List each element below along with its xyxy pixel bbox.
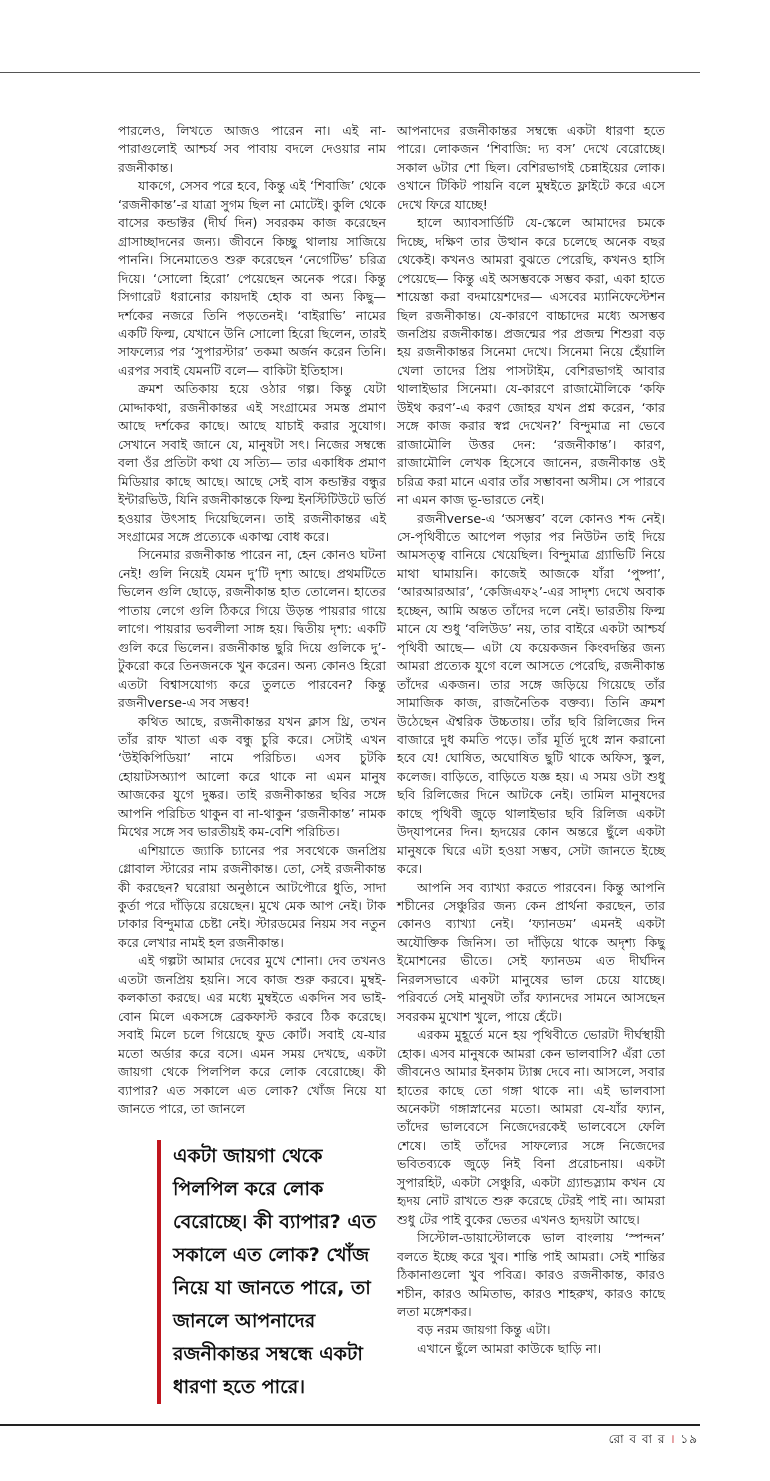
footer-separator: । <box>670 1431 676 1446</box>
bottom-rule <box>0 1424 700 1426</box>
article-column-left <box>118 122 386 1404</box>
article-column-right <box>397 122 665 1358</box>
paragraph: এশিয়াতে জ্যাকি চ্যানের পর সবথেকে জনপ্রিয় গ্লোবাল স্টারের নাম রজনীকান্ত। তো, সেই রজনীকান্ত কী করছেন? ঘরোয়া অনুষ্ঠানে আটপৌরে ধুতি, সাদা কুর্তা পরে দাঁড়িয়ে রয়েছেন। মুখে মেক আপ নেই। টাক ঢাকার বিন্দুমাত্র চেষ্টা নেই। স্টারডমের নিয়ম সব নতুন করে লেখার নামই হল রজনীকান্ত। <box>118 842 386 950</box>
page-number: ১৯ <box>680 1431 698 1446</box>
pull-quote: একটা জায়গা থেকে পিলপিল করে লোক বেরোচ্ছে। কী ব্যাপার? এত সকালে এত লোক? খোঁজ নিয়ে যা জানতে পারে, তা জানলে আপনাদের রজনীকান্তর সম্বন্ধে একটা ধারণা হতে পারে। <box>157 1140 386 1404</box>
paragraph: পারলেও, লিখতে আজও পারেন না। এই না-পারাগুলোই আশ্চর্য সব পাবায় বদলে দেওয়ার নাম রজনীকান্ত। <box>118 123 386 175</box>
paragraph: আপনি সব ব্যাখ্যা করতে পারবেন। কিন্তু আপনি শচীনের সেঞ্চুরির জন্য কেন প্রার্থনা করছেন, তার কোনও ব্যাখ্যা নেই। ‘ফ্যানডম’ এমনই একটা অযৌক্তিক জিনিস। তা দাঁড়িয়ে থাকে অদৃশ্য কিছু ইমোশনের ভীতে। সেই ফ্যানডম এত দীর্ঘদিন নিরলসভাবে একটা মানুষের ভাল চেয়ে যাচ্ছে। পরিবর্তে সেই মানুষটা তাঁর ফ্যানদের সামনে আসছেন সবরকম মুখোশ খুলে, পায়ে হেঁটে। <box>397 879 665 1024</box>
paragraph: সিনেমার রজনীকান্ত পারেন না, হেন কোনও ঘটনা নেই! গুলি নিয়েই যেমন দু’টি দৃশ্য আছে। প্রথমটিতে ভিলেন গুলি ছোড়ে, রজনীকান্ত হাত তোলেন। হাতের পাতায় লেগে গুলি ঠিকরে গিয়ে উড়ন্ত পায়রার গায়ে লাগে। পায়রার ভবলীলা সাঙ্গ হয়। দ্বিতীয় দৃশ্য: একটি গুলি করে ভিলেন। রজনীকান্ত ছুরি দিয়ে গুলিকে দু’-টুকরো করে তিনজনকে খুন করেন। অন্য কোনও হিরো এতটা বিশ্বাসযোগ্য করে তুলতে পারবেন? কিন্তু রজনীverse-এ সব সম্ভব! <box>118 547 386 711</box>
paragraph: ক্রমশ অতিকায় হয়ে ওঠার গল্প। কিন্তু যেটা মোদ্দাকথা, রজনীকান্তর এই সংগ্রামের সমস্ত প্রমাণ আছে দর্শকের কাছে। আছে যাচাই করার সুযোগ। সেখানে সবাই জানে যে, মানুষটা সৎ। নিজের সম্বন্ধে বলা ওঁর প্রতিটা কথা যে সত্যি— তার একাধিক প্রমাণ মিডিয়ার কাছে আছে। আছে সেই বাস কন্ডাক্টর বন্ধুর ইন্টারভিউ, যিনি রজনীকান্তকে ফিল্ম ইনস্টিটিউটে ভর্তি হওয়ার উৎসাহ দিয়েছিলেন। তাই রজনীকান্তর এই সংগ্রামের সঙ্গে প্রত্যেকে একাত্ম বোধ করে। <box>118 381 386 544</box>
paragraph: হালে অ্যাবসার্ডিটি যে-স্কেলে আমাদের চমকে দিচ্ছে, দক্ষিণ তার উত্থান করে চলেছে অনেক বছর থেকেই। কখনও আমরা বুঝতে পেরেছি, কখনও হাসি পেয়েছে— কিন্তু এই অসম্ভবকে সম্ভব করা, একা হাতে শায়েস্তা করা বদমায়েশদের— এসবের ম্যানিফেস্টেশন ছিল রজনীকান্ত। যে-কারণে বাচ্চাদের মধ্যে অসম্ভব জনপ্রিয় রজনীকান্ত। প্রজন্মের পর প্রজন্ম শিশুরা বড় হয় রজনীকান্তর সিনেমা দেখে। সিনেমা নিয়ে হেঁয়ালি খেলা তাদের প্রিয় পাসটাইম, বেশিরভাগই আবার থালাইভার সিনেমা। যে-কারণে রাজামৌলিকে ‘কফি উইথ করণ’-এ করণ জোহর যখন প্রশ্ন করেন, ‘কার সঙ্গে কাজ করার স্বপ্ন দেখেন?’ বিন্দুমাত্র না ভেবে রাজামৌলি উত্তর দেন: ‘রজনীকান্ত’। কারণ, রাজামৌলি লেখক হিসেবে জানেন, রজনীকান্ত ওই চরিত্র করা মানে এবার তাঁর সম্ভাবনা অসীম। সে পারবে না এমন কাজ ভূ-ভারতে নেই। <box>397 215 665 508</box>
article-body <box>0 122 770 1404</box>
paragraph: সিস্টোল-ডায়াস্টোলকে ভাল বাংলায় ‘স্পন্দন’ বলতে ইচ্ছে করে খুব। শান্তি পাই আমরা। সেই শান্তির ঠিকানাগুলো খুব পবিত্র। কারও রজনীকান্ত, কারও শচীন, কারও অমিতাভ, কারও শাহরুখ, কারও কাছে লতা মঙ্গেশকর। <box>397 1230 665 1319</box>
paragraph: আপনাদের রজনীকান্তর সম্বন্ধে একটা ধারণা হতে পারে। লোকজন ‘শিবাজি: দ্য বস’ দেখে বেরোচ্ছে। সকাল ৬টার শো ছিল। বেশিরভাগই চেন্নাইয়ের লোক। ওখানে টিকিট পায়নি বলে মুম্বইতে ফ্লাইটে করে এসে দেখে ফিরে যাচ্ছে! <box>397 123 665 212</box>
paragraph: বড় নরম জায়গা কিন্তু এটা। <box>417 1322 551 1338</box>
paragraph: যাকগে, সেসব পরে হবে, কিন্তু এই ‘শিবাজি’ থেকে ‘রজনীকান্ত’-র যাত্রা সুগম ছিল না মোটেই। কুলি থেকে বাসের কন্ডাক্টর (দীর্ঘ দিন) সবরকম কাজ করেছেন গ্রাসাচ্ছাদনের জন্য। জীবনে কিচ্ছু থালায় সাজিয়ে পাননি। সিনেমাতেও শুরু করেছেন ‘নেগেটিভ’ চরিত্র দিয়ে। ‘সোলো হিরো’ পেয়েছেন অনেক পরে। কিন্তু সিগারেট ধরানোর কায়দাই হোক বা অন্য কিছু— দর্শকের নজরে তিনি পড়তেনই। ‘বাইরাভি’ নামের একটি ফিল্ম, যেখানে উনি সোলো হিরো ছিলেন, তারই সাফল্যের পর ‘সুপারস্টার’ তকমা অর্জন করেন তিনি। এরপর সবাই যেমনটি বলে— বাকিটা ইতিহাস। <box>118 178 386 378</box>
page-footer <box>0 1431 698 1481</box>
paragraph: এখানে ছুঁলে আমরা কাউকে ছাড়ি না। <box>417 1340 602 1356</box>
paragraph: এই গল্পটা আমার দেবের মুখে শোনা। দেব তখনও এতটা জনপ্রিয় হয়নি। সবে কাজ শুরু করবে। মুম্বই-কলকাতা করছে। এর মধ্যে মুম্বইতে একদিন সব ভাই-বোন মিলে একসঙ্গে ব্রেকফাস্ট করবে ঠিক করেছে। সবাই মিলে চলে গিয়েছে ফুড কোর্ট। সবাই যে-যার মতো অর্ডার করে বসে। এমন সময় দেখছে, একটা জায়গা থেকে পিলপিল করে লোক বেরোচ্ছে। কী ব্যাপার? এত সকালে এত লোক? খোঁজ নিয়ে যা জানতে পারে, তা জানলে <box>118 953 386 1117</box>
paragraph: রজনীverse-এ ‘অসম্ভব’ বলে কোনও শব্দ নেই। সে-পৃথিবীতে আপেল পড়ার পর নিউটন তাই দিয়ে আমসত্ত্ব বানিয়ে খেয়েছিল। বিন্দুমাত্র গ্র্যাভিটি নিয়ে মাথা ঘামায়নি। কাজেই আজকে যাঁরা ‘পুষ্পা’, ‘আরআরআর’, ‘কেজিএফ২’-এর সাদৃশ্য দেখে অবাক হচ্ছেন, আমি অন্তত তাঁদের দলে নেই। ভারতীয় ফিল্ম মানে যে শুধু ‘বলিউড’ নয়, তার বাইরে একটা আশ্চর্য পৃথিবী আছে— এটা যে কয়েকজন কিংবদন্তির জন্য আমরা প্রত্যেক যুগে বলে আসতে পেরেছি, রজনীকান্ত তাঁদের একজন। তার সঙ্গে জড়িয়ে গিয়েছে তাঁর সামাজিক কাজ, রাজনৈতিক বক্তব্য। তিনি ক্রমশ উঠেছেন ঐশ্বরিক উচ্চতায়। তাঁর ছবি রিলিজের দিন বাজারে দুধ কমতি পড়ে। তাঁর মূর্তি দুধে স্নান করানো হবে যে! ঘোষিত, অঘোষিত ছুটি থাকে অফিস, স্কুল, কলেজ। বাড়িতে, বাড়িতে যজ্ঞ হয়। এ সময় ওটা শুধু ছবি রিলিজের দিনে আটকে নেই। তামিল মানুষদের কাছে পৃথিবী জুড়ে থালাইভার ছবি রিলিজ একটা উদ্‌যাপনের দিন। হৃদয়ের কোন অন্তরে ছুঁলে একটা মানুষকে ঘিরে এটা হওয়া সম্ভব, সেটা জানতে ইচ্ছে করে। <box>397 510 665 877</box>
top-rule <box>0 72 700 73</box>
paragraph: কথিত আছে, রজনীকান্তর যখন ক্লাস থ্রি, তখন তাঁর রাফ খাতা এক বন্ধু চুরি করে। সেটাই এখন ‘উইকিপিডিয়া’ নামে পরিচিত। এসব চুটকি হোয়াটসঅ্যাপ আলো করে থাকে না এমন মানুষ আজকের যুগে দুষ্কর। তাই রজনীকান্তর ছবির সঙ্গে আপনি পরিচিত থাকুন বা না-থাকুন ‘রজনীকান্ত’ নামক মিথের সঙ্গে সব ভারতীয়ই কম-বেশি পরিচিত। <box>118 713 386 840</box>
magazine-name: রো ব বা র <box>608 1431 666 1446</box>
paragraph: এরকম মুহূর্তে মনে হয় পৃথিবীতে ভোরটা দীর্ঘস্থায়ী হোক। এসব মানুষকে আমরা কেন ভালবাসি? এঁরা তো জীবনেও আমার ইনকাম ট্যাক্স দেবে না। আসলে, সবার হাতের কাছে তো গঙ্গা থাকে না। এই ভালবাসা অনেকটা গঙ্গাস্নানের মতো। আমরা যে-যাঁর ফ্যান, তাঁদের ভালবেসে নিজেদেরকেই ভালবেসে ফেলি শেষে। তাই তাঁদের সাফল্যের সঙ্গে নিজেদের ভবিতব্যকে জুড়ে নিই বিনা প্ররোচনায়। একটা সুপারহিট, একটা সেঞ্চুরি, একটা গ্র্যান্ডস্ল্যাম কখন যে হৃদয় নোট রাখতে শুরু করেছে টেরই পাই না। আমরা শুধু টের পাই বুকের ভেতর এখনও হৃদয়টা আছে। <box>397 1027 665 1227</box>
